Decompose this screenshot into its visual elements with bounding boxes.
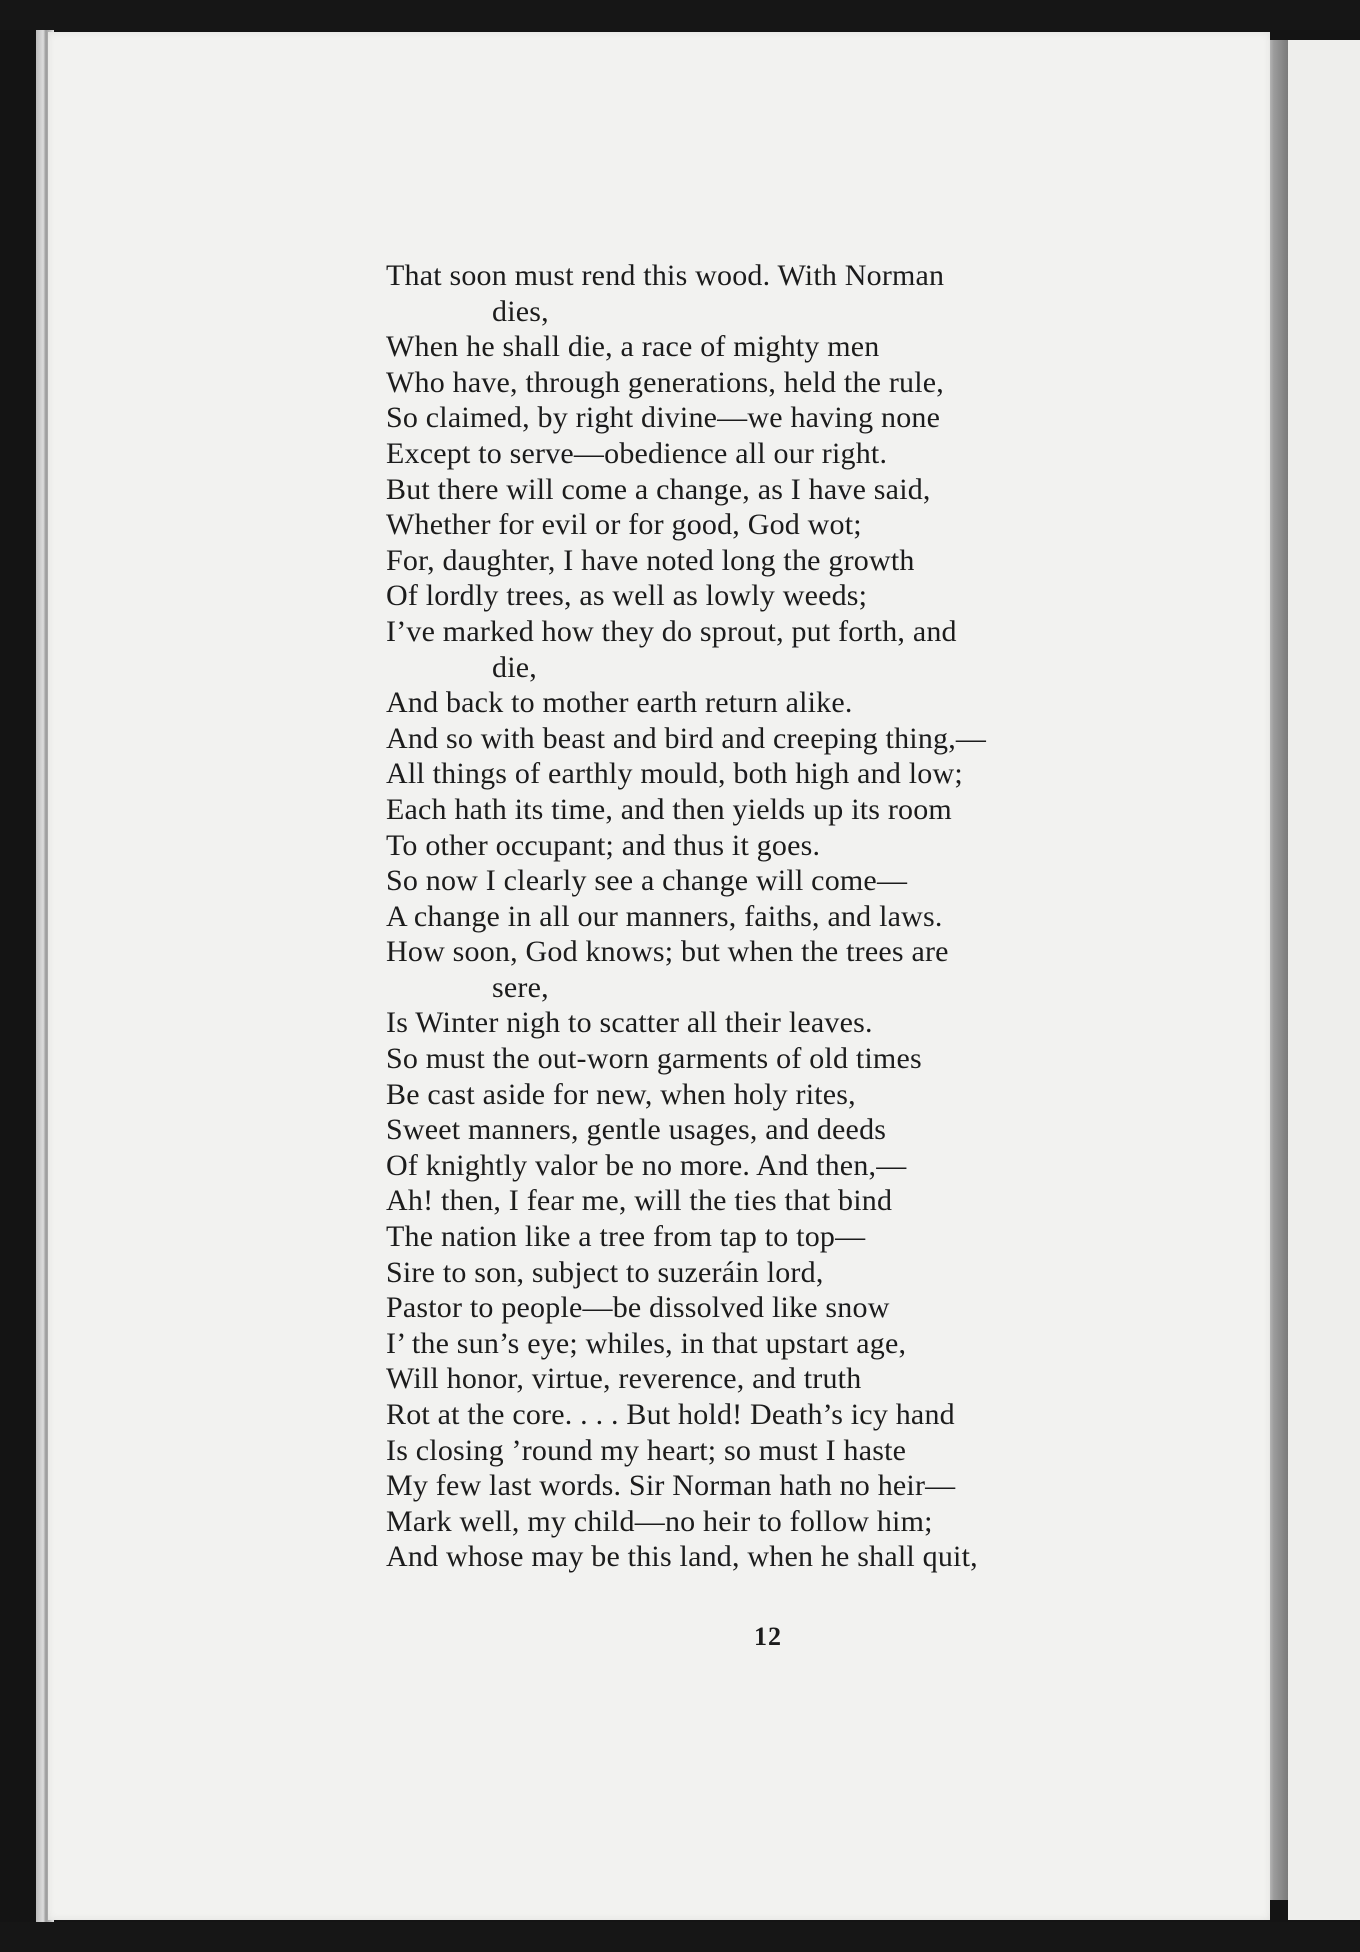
poem-line: All things of earthly mould, both high and low; [386,757,963,791]
poem-line: Each hath its time, and then yields up its room [386,792,952,826]
poem-line: And whose may be this land, when he shall quit, [386,1540,978,1574]
poem-line: And back to mother earth return alike. [386,686,853,720]
poem-line: I’ the sun’s eye; whiles, in that upstart age, [386,1326,907,1360]
poem-line: That soon must rend this wood. With Norman [386,259,945,292]
poem-line: A change in all our manners, faiths, and laws. [386,899,943,933]
poem-line: To other occupant; and thus it goes. [386,828,821,862]
poem-line: Ah! then, I fear me, will the ties that bind [386,1184,893,1218]
poem-line: The nation like a tree from tap to top— [386,1220,866,1254]
poem-line: Is Winter nigh to scatter all their leaves. [386,1006,873,1040]
poem-line: Is closing ’round my heart; so must I haste [386,1433,907,1467]
poem-line: Sire to son, subject to suzeráin lord, [386,1255,824,1289]
poem-line-continuation: dies, [492,294,549,328]
poem-line: But there will come a change, as I have said, [386,472,931,506]
poem-line: My few last words. Sir Norman hath no heir— [386,1469,956,1503]
poem-line: So now I clearly see a change will come— [386,864,908,898]
poem-line: When he shall die, a race of mighty men [386,330,880,364]
poem-line: Mark well, my child—no heir to follow him; [386,1504,933,1538]
poem-line: Pastor to people—be dissolved like snow [386,1291,890,1325]
poem-text [386,258,1146,1575]
scan-top-border [0,0,1360,30]
poem-line: Rot at the core. . . . But hold! Death’s icy hand [386,1398,955,1431]
poem-line-continuation: die, [492,650,537,684]
poem-line: Whether for evil or for good, God wot; [386,508,862,542]
poem-line: Be cast aside for new, when holy rites, [386,1077,856,1111]
facing-page [1288,40,1360,1920]
poem-line: So claimed, by right divine—we having none [386,401,941,435]
poem-line: So must the out-worn garments of old times [386,1042,922,1076]
poem-line: For, daughter, I have noted long the growth [386,543,915,577]
poem-line: And so with beast and bird and creeping thing,— [386,721,987,755]
poem-line: I’ve marked how they do sprout, put forth, and [386,614,957,648]
poem-line: How soon, God knows; but when the trees are [386,935,949,969]
page-number: 12 [754,1622,782,1651]
poem-line: Who have, through generations, held the rule, [386,365,944,399]
poem-line: Will honor, virtue, reverence, and truth [386,1362,862,1396]
poem-line-continuation: sere, [492,970,549,1004]
poem-line: Sweet manners, gentle usages, and deeds [386,1113,887,1147]
poem-line: Of lordly trees, as well as lowly weeds; [386,579,868,613]
scan-bottom-border [0,1922,1360,1952]
poem-line: Of knightly valor be no more. And then,— [386,1148,907,1182]
poem-line: Except to serve—obedience all our right. [386,436,888,470]
